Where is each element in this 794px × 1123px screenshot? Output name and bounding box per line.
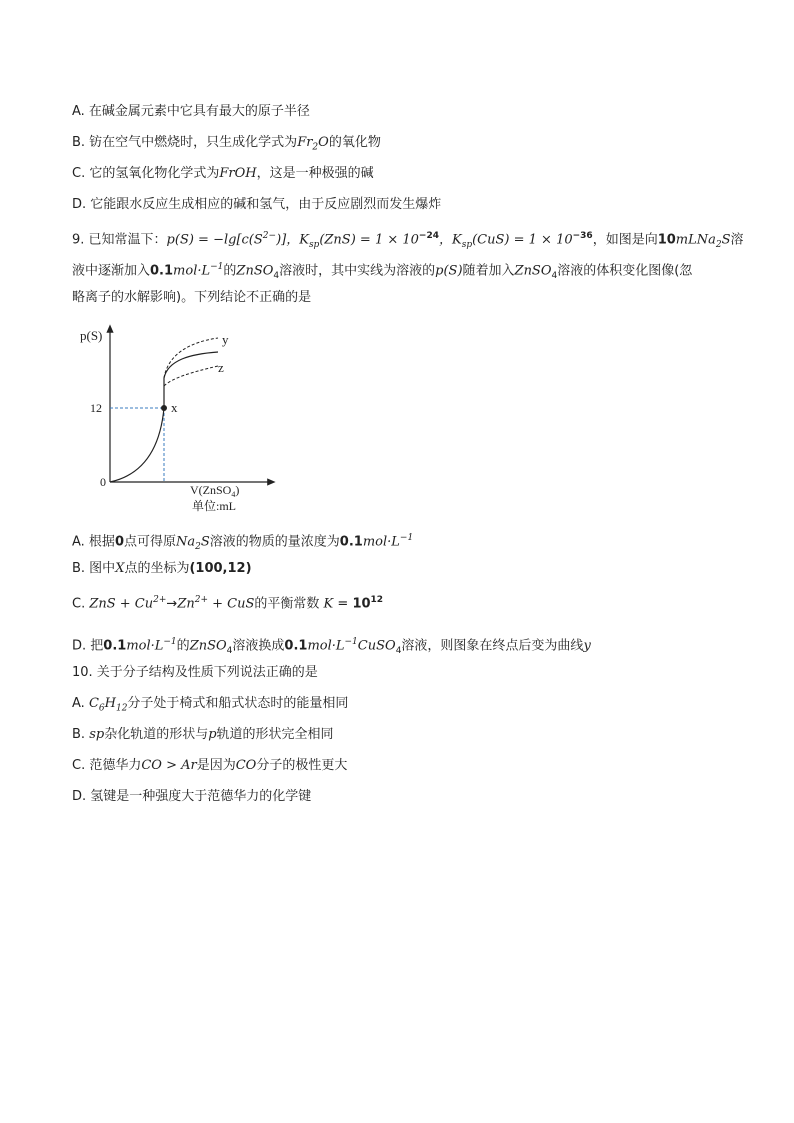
curve-solid xyxy=(110,352,218,482)
q10-stem: 10. 关于分子结构及性质下列说法正确的是 xyxy=(72,665,318,680)
q9-option-c: C. ZnS + $Cu^{2+}\to Zn^{2+}$ + CuS的平衡常数 $K = 10^{12}$ xyxy=(72,595,384,612)
q9-stem-line3: 略离子的水解影响)。下列结论不正确的是 xyxy=(72,290,312,305)
unit-label: 单位:mL xyxy=(192,499,236,513)
q9-stem-line1: 9. 已知常温下：$p(S) = -\lg[c(S^{2-})]$，$K_{sp}(ZnS) = 1 \times 10^{-24}$，$K_{sp}(CuS) = 1 \times 10^{-36}$，如图是向10mLNa$_2$S溶 xyxy=(72,231,744,250)
q9-option-b: B. 图中X点的坐标为(100,12) xyxy=(72,561,252,576)
y-axis-label: p(S) xyxy=(80,328,103,343)
curve-z xyxy=(164,366,218,386)
q10-option-a: A. $C_6H_{12}$分子处于椅式和船式状态时的能量相同 xyxy=(72,696,349,714)
point-x xyxy=(161,405,167,411)
q8-option-a: A. 在碱金属元素中它具有最大的原子半径 xyxy=(72,104,310,119)
point-x-label: x xyxy=(171,400,178,415)
x-axis-label: V(ZnSO$_4$) xyxy=(190,483,240,499)
q9-option-a: A. 根据0点可得原$Na_2S$溶液的物质的量浓度为$0.1mol\cdot L^{-1}$ xyxy=(72,533,414,552)
curve-y xyxy=(164,338,218,378)
curve-y-label: y xyxy=(222,332,229,347)
q9-option-d: D. 把$0.1mol\cdot L^{-1}$的ZnSO$_4$溶液换成$0.1mol\cdot L^{-1}CuSO_4$溶液，则图象在终点后变为曲线y xyxy=(72,637,591,656)
origin-label: 0 xyxy=(100,475,106,489)
q8-option-d: D. 它能跟水反应生成相应的碱和氢气，由于反应剧烈而发生爆炸 xyxy=(72,197,442,212)
titration-graph xyxy=(72,320,282,520)
q9-stem-line2: 液中逐渐加入$0.1mol\cdot L^{-1}$的ZnSO$_4$溶液时，其中实线为溶液的p(S)随着加入ZnSO$_4$溶液的体积变化图像(忽 xyxy=(72,262,693,281)
q8-option-b: B. 钫在空气中燃烧时，只生成化学式为$Fr_2O$的氧化物 xyxy=(72,135,381,153)
q10-option-c: C. 范德华力CO > Ar是因为CO分子的极性更大 xyxy=(72,758,348,773)
q10-option-d: D. 氢键是一种强度大于范德华力的化学键 xyxy=(72,789,312,804)
y-tick-12: 12 xyxy=(90,401,102,415)
q10-option-b: B. sp杂化轨道的形状与p轨道的形状完全相同 xyxy=(72,727,334,742)
q8-option-c: C. 它的氢氧化物化学式为FrOH，这是一种极强的碱 xyxy=(72,166,374,181)
curve-z-label: z xyxy=(218,360,224,375)
